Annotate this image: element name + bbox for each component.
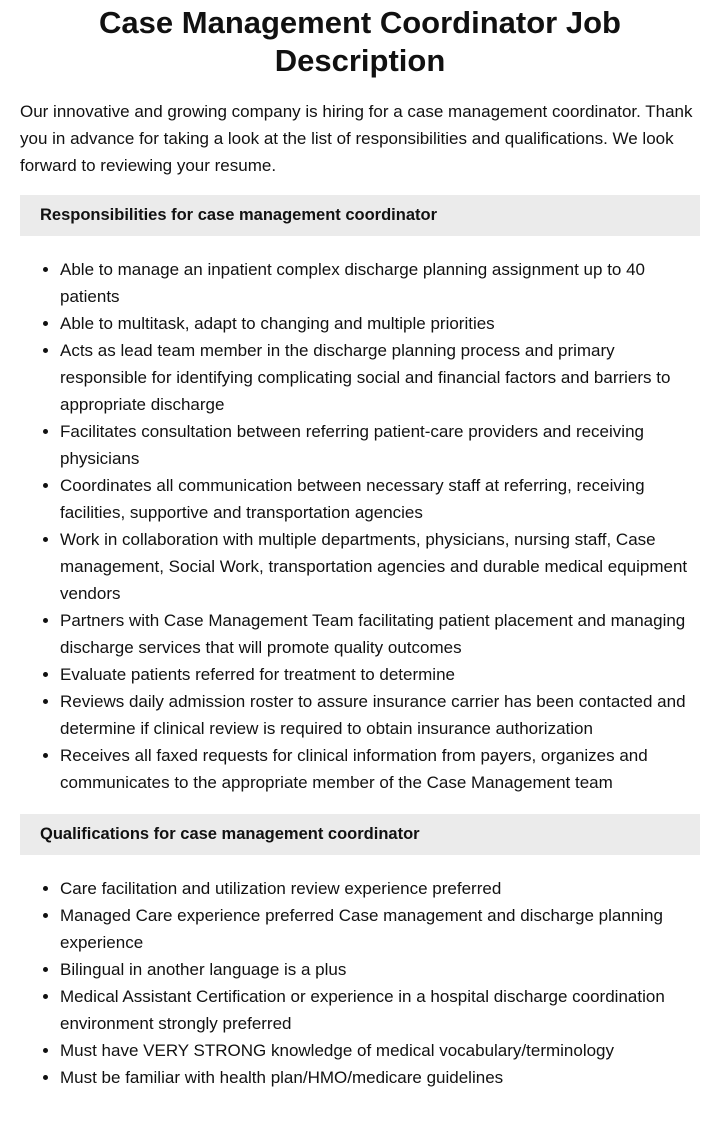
page-title: Case Management Coordinator Job Description xyxy=(99,5,621,78)
responsibilities-list xyxy=(20,256,700,796)
list-item: • Able to multitask, adapt to changing and multiple priorities xyxy=(60,310,700,337)
intro-text: Our innovative and growing company is hiring for a case management coordinator. Thank you in advance for taking a look at the list of responsibilities and qualifications. We look forward to reviewing your resume. xyxy=(20,102,693,175)
responsibilities-heading: Responsibilities for case management coordinator xyxy=(20,195,700,236)
list-item: • Acts as lead team member in the discharge planning process and primary responsible for identifying complicating social and financial factors and barriers to appropriate discharge xyxy=(60,337,700,418)
list-item: • Must be familiar with health plan/HMO/medicare guidelines xyxy=(60,1064,700,1091)
list-item: • Facilitates consultation between referring patient-care providers and receiving physicians xyxy=(60,418,700,472)
list-item: • Medical Assistant Certification or experience in a hospital discharge coordination environment strongly preferred xyxy=(60,983,700,1037)
list-item: • Care facilitation and utilization review experience preferred xyxy=(60,875,700,902)
list-item: • Able to manage an inpatient complex discharge planning assignment up to 40 patients xyxy=(60,256,700,310)
list-item: • Coordinates all communication between necessary staff at referring, receiving facilities, supportive and transportation agencies xyxy=(60,472,700,526)
list-item: • Work in collaboration with multiple departments, physicians, nursing staff, Case management, Social Work, transportation agencies and durable medical equipment vendors xyxy=(60,526,700,607)
list-item: • Receives all faxed requests for clinical information from payers, organizes and communicates to the appropriate member of the Case Management team xyxy=(60,742,700,796)
qualifications-list xyxy=(20,875,700,1091)
list-item: • Partners with Case Management Team facilitating patient placement and managing discharge services that will promote quality outcomes xyxy=(60,607,700,661)
list-item: • Managed Care experience preferred Case management and discharge planning experience xyxy=(60,902,700,956)
list-item: • Reviews daily admission roster to assure insurance carrier has been contacted and determine if clinical review is required to obtain insurance authorization xyxy=(60,688,700,742)
qualifications-heading: Qualifications for case management coordinator xyxy=(20,814,700,855)
list-item: • Evaluate patients referred for treatment to determine xyxy=(60,661,700,688)
list-item: • Must have VERY STRONG knowledge of medical vocabulary/terminology xyxy=(60,1037,700,1064)
list-item: • Bilingual in another language is a plus xyxy=(60,956,700,983)
